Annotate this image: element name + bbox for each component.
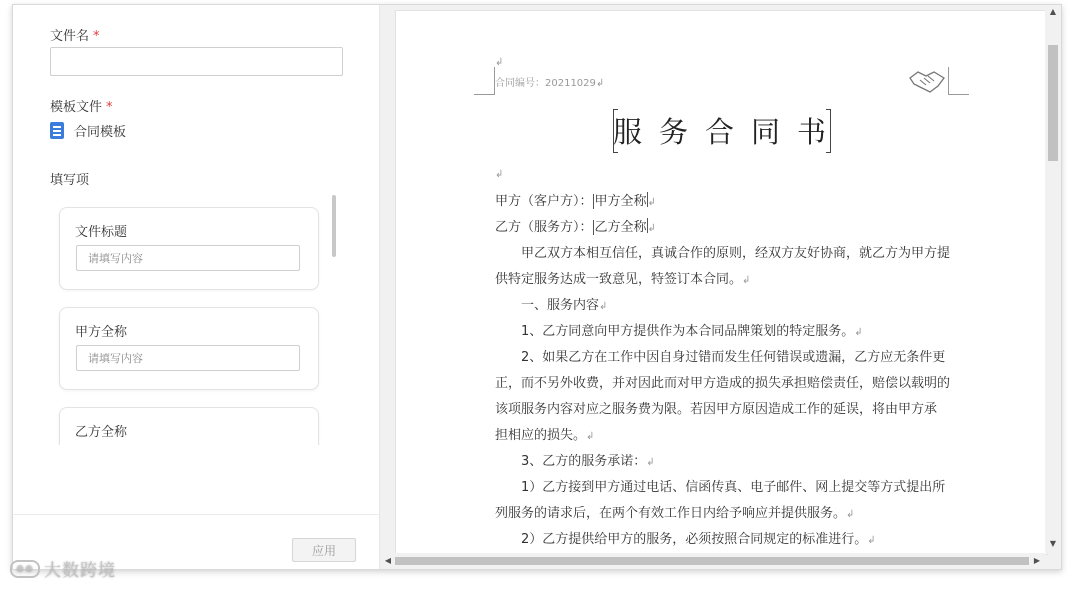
template-label: 模板文件 * (50, 100, 113, 115)
contract-number: 合同编号：20211029↲ (495, 78, 605, 89)
party-a-line: 甲方（客户方）： 甲方全称↲ (495, 194, 656, 209)
apply-button[interactable]: 应用 (292, 538, 356, 562)
paragraph-line: 1、乙方同意向甲方提供作为本合同品牌策划的特定服务。↲ (495, 324, 863, 339)
template-name: 合同模板 (74, 125, 127, 140)
paragraph-line: 2、如果乙方在工作中因自身过错而发生任何错误或遗漏，乙方应无条件更 (495, 350, 946, 365)
filename-label: 文件名 * (50, 29, 100, 44)
document-icon (50, 122, 64, 139)
horizontal-scroll-thumb[interactable] (395, 557, 1029, 565)
party-b-label: 乙方（服务方）： (495, 220, 593, 235)
party-a-label: 甲方（客户方）： (495, 194, 593, 209)
paragraph-line: 1）乙方接到甲方通过电话、信函传真、电子邮件、网上提交等方式提出所 (495, 480, 946, 495)
template-file[interactable] (50, 121, 126, 140)
app-window (12, 4, 1062, 570)
scroll-down-icon[interactable]: ▼ (1049, 539, 1057, 548)
party-a-field[interactable]: 甲方全称 (594, 194, 647, 209)
horizontal-scrollbar[interactable] (380, 553, 1045, 569)
paragraph-line: 担相应的损失。↲ (495, 428, 595, 443)
field-card-file-title (59, 207, 319, 290)
fields-scrollbar[interactable] (332, 195, 336, 257)
required-mark: * (93, 29, 100, 44)
watermark-logo-icon: ◉◉ (10, 560, 40, 578)
fill-items-label: 填写项 (50, 173, 90, 188)
field-card-party-b (59, 407, 319, 445)
document-title: 服务合同书 (613, 115, 844, 149)
paragraph-line: 一、服务内容↲ (495, 298, 608, 313)
paragraph-mark: ↲ (495, 169, 504, 180)
watermark-text: 大数跨境 (44, 561, 116, 581)
document-page (395, 10, 1048, 555)
field-title: 乙方全称 (75, 425, 128, 440)
paragraph-line: 2）乙方提供给甲方的服务，必须按照合同规定的标准进行。↲ (495, 532, 876, 547)
paragraph-line: 甲乙双方本相互信任，真诚合作的原则，经双方友好协商，就乙方为甲方提 (495, 246, 951, 261)
crop-mark (474, 67, 495, 95)
vertical-scrollbar[interactable] (1045, 5, 1061, 553)
field-input[interactable]: 请填写内容 (76, 245, 300, 271)
watermark (10, 556, 116, 581)
document-preview (380, 5, 1061, 569)
form-panel (13, 5, 380, 569)
field-title: 甲方全称 (75, 325, 128, 340)
field-card-party-a (59, 307, 319, 390)
filename-input[interactable] (50, 47, 343, 76)
scroll-up-icon[interactable]: ▲ (1049, 7, 1057, 16)
field-title: 文件标题 (75, 225, 128, 240)
paragraph-line: 3、乙方的服务承诺：↲ (495, 454, 655, 469)
field-input[interactable]: 请填写内容 (76, 345, 300, 371)
party-b-line: 乙方（服务方）： 乙方全称↲ (495, 220, 656, 235)
paragraph-mark: ↲ (495, 57, 504, 68)
party-b-field[interactable]: 乙方全称 (594, 220, 647, 235)
required-mark: * (106, 100, 113, 115)
paragraph-line: 列服务的请求后，在两个有效工作日内给予响应并提供服务。↲ (495, 506, 855, 521)
paragraph-line: 供特定服务达成一致意见，特签订本合同。↲ (495, 272, 751, 287)
vertical-scroll-thumb[interactable] (1048, 45, 1058, 161)
title-bracket-right (826, 109, 831, 153)
scroll-left-icon[interactable]: ◀ (384, 556, 392, 565)
scroll-right-icon[interactable]: ▶ (1033, 556, 1041, 565)
paragraph-line: 正，而不另外收费，并对因此而对甲方造成的损失承担赔偿责任，赔偿以载明的 (495, 376, 951, 391)
crop-mark (948, 67, 969, 95)
paragraph-line: 该项服务内容对应之服务费为限。若因甲方原因造成工作的延误，将由甲方承 (495, 402, 938, 417)
handshake-icon (908, 68, 946, 96)
fields-list[interactable] (13, 195, 379, 445)
